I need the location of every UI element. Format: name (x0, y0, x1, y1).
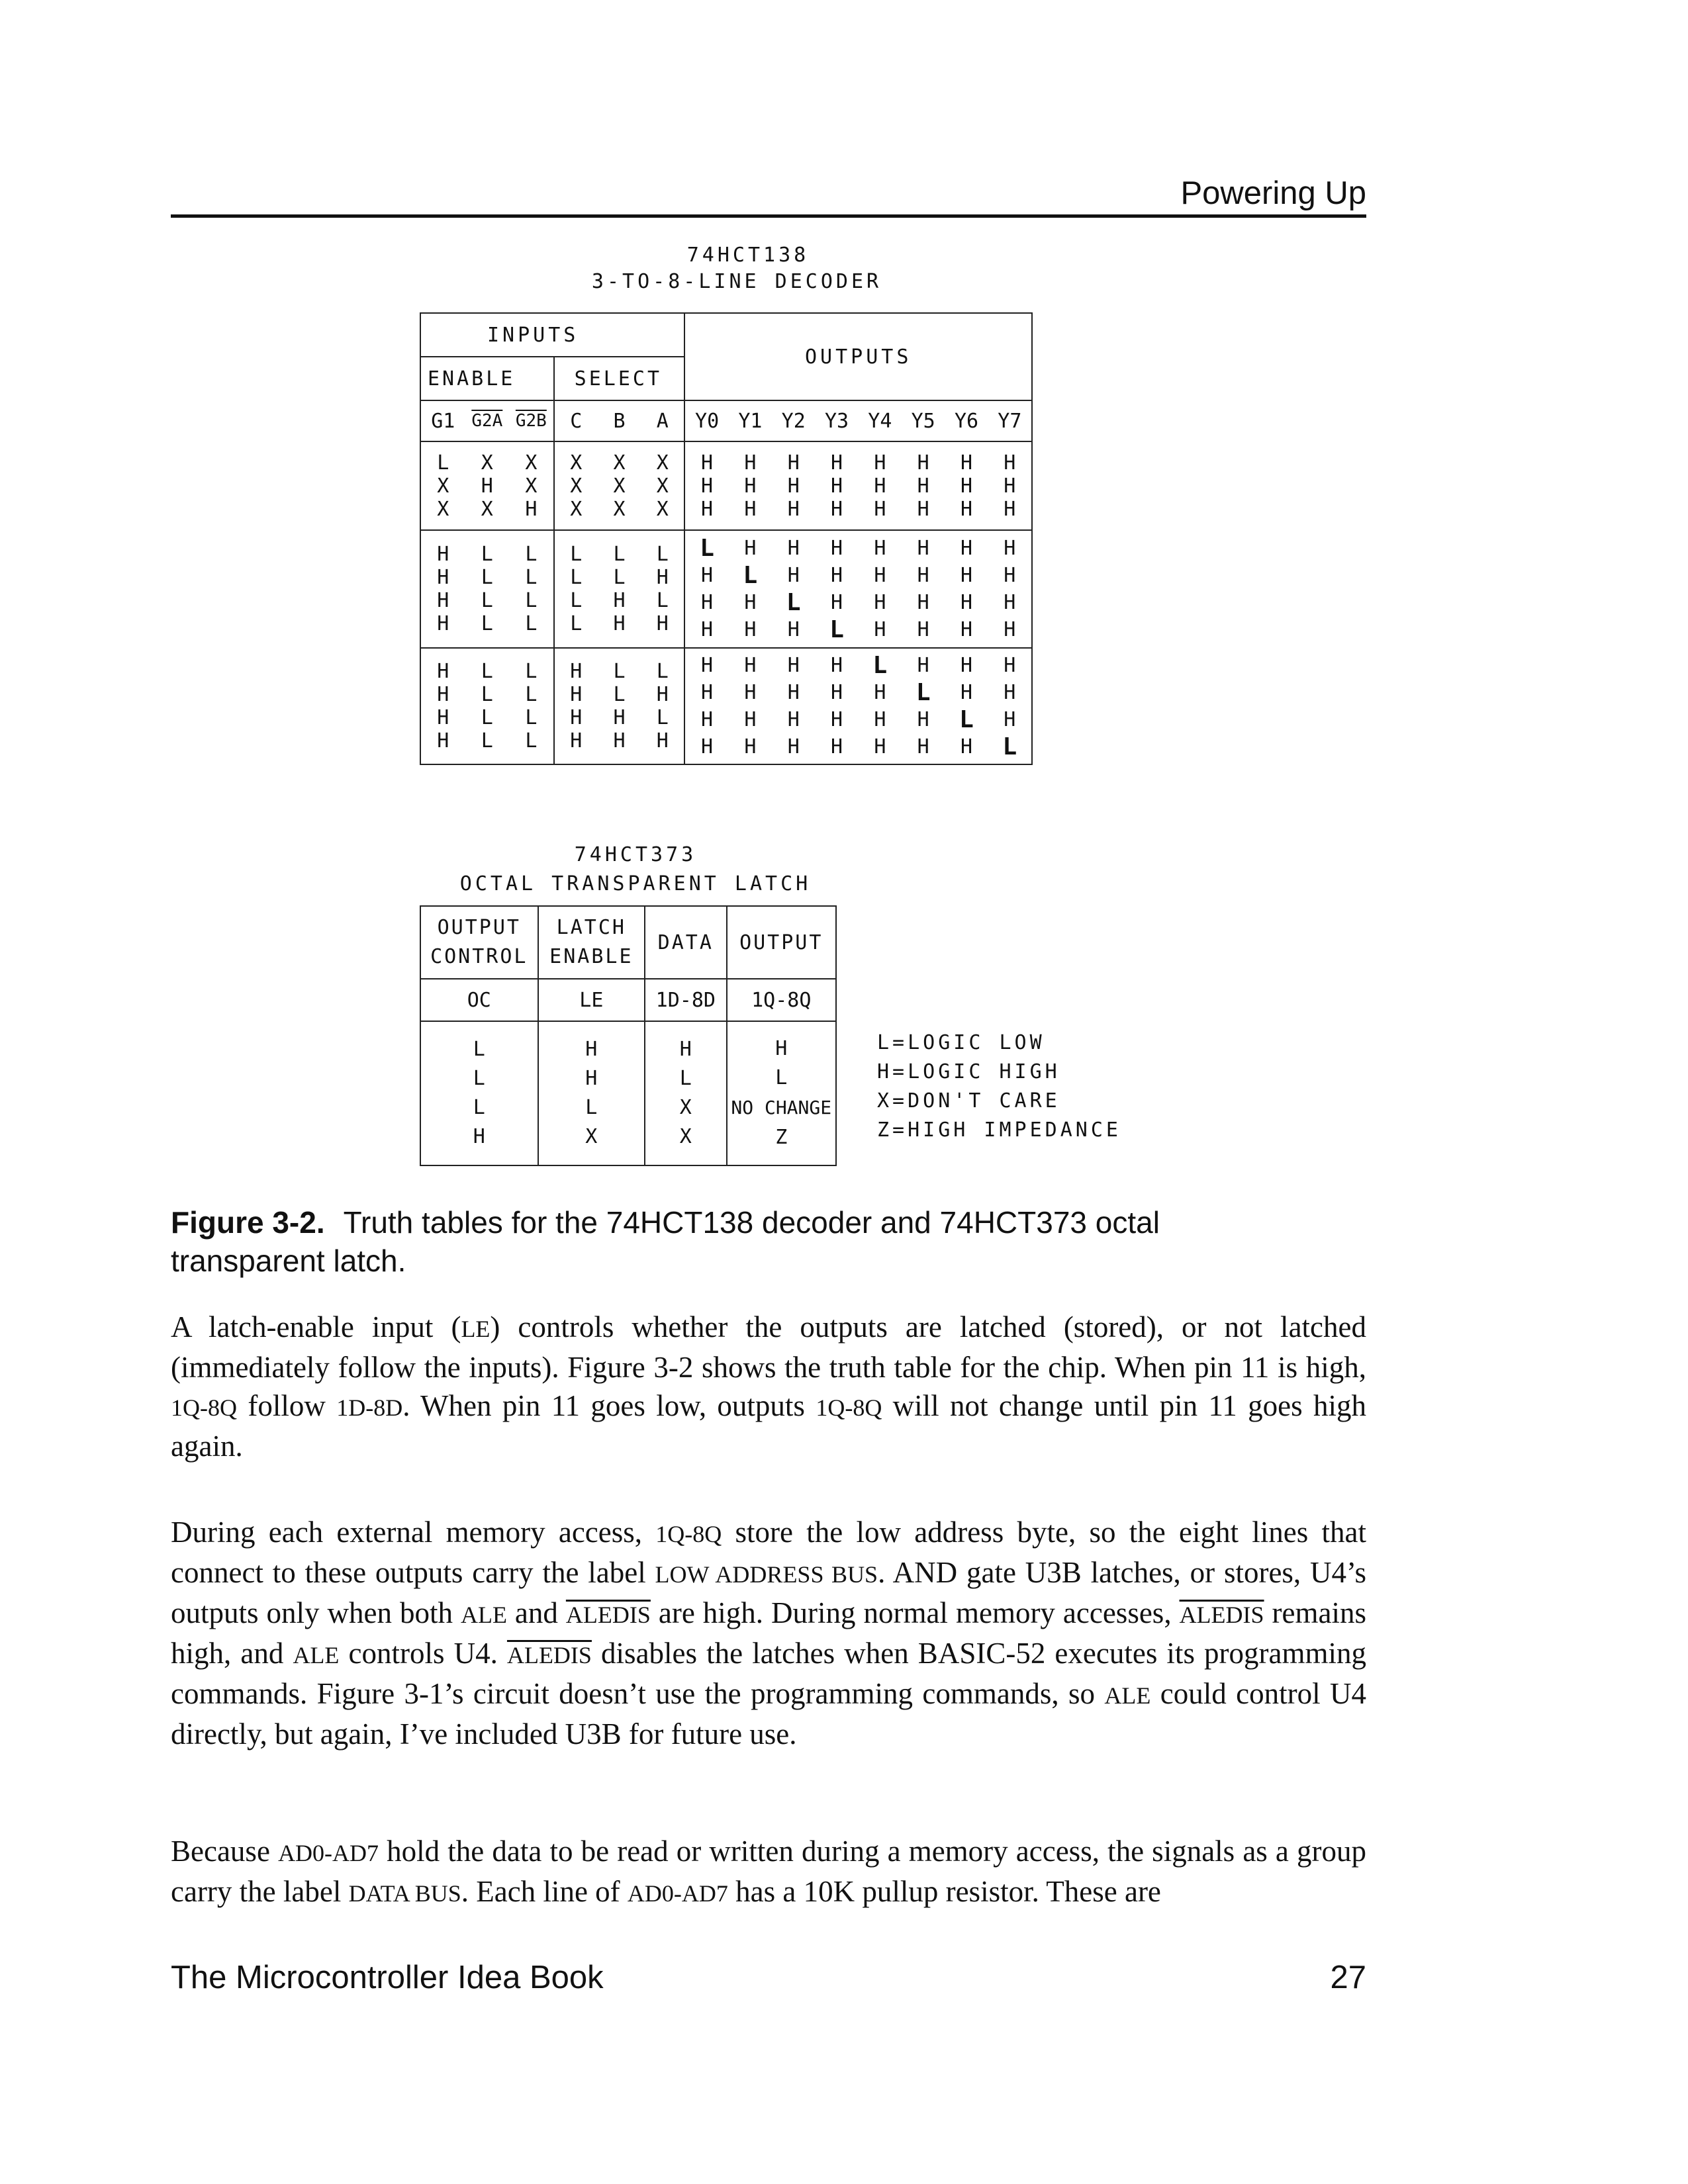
decoder-select-cell: L (570, 543, 583, 566)
decoder-enable-cell: H (481, 474, 493, 498)
latch-cell: H (679, 1038, 692, 1061)
decoder-select-cell: L (656, 660, 669, 683)
decoder-select-cell: X (613, 474, 626, 498)
decoder-output-block-1 (685, 451, 1031, 521)
decoder-select-cell: L (570, 566, 583, 589)
decoder-select-cell: H (570, 706, 583, 729)
decoder-output-cell: H (831, 735, 843, 758)
decoder-output-cell: L (743, 562, 758, 589)
decoder-select-cell: L (613, 543, 626, 566)
decoder-output-cell: H (744, 497, 757, 521)
col-g2b: G2B (515, 411, 547, 431)
select-header: SELECT (554, 357, 685, 400)
header-data: DATA (645, 906, 726, 979)
decoder-output-cell: H (874, 735, 886, 758)
col-y1: Y1 (738, 409, 763, 433)
decoder-enable-cell: L (525, 683, 538, 706)
decoder-enable-cell: H (437, 706, 449, 729)
decoder-output-cell: H (917, 564, 929, 587)
inputs-header: INPUTS (420, 313, 684, 357)
decoder-output-cell: H (960, 618, 973, 641)
decoder-select-cell: L (613, 660, 626, 683)
decoder-select-cell: H (656, 729, 669, 752)
decoder-output-block-2 (685, 535, 1031, 643)
decoder-output-cell: H (1004, 497, 1016, 521)
decoder-output-cell: H (960, 654, 973, 677)
decoder-output-cell: H (787, 451, 800, 475)
decoder-output-cell: H (744, 537, 757, 560)
decoder-output-cell: H (917, 708, 929, 731)
decoder-select-cell: L (613, 566, 626, 589)
decoder-enable-cell: X (525, 474, 538, 498)
latch-cell: Z (775, 1126, 788, 1149)
col-y6: Y6 (954, 409, 979, 433)
decoder-output-cell: H (744, 654, 757, 677)
decoder-enable-cell: X (481, 451, 493, 475)
decoder-output-cell: H (787, 654, 800, 677)
legend-high-impedance: Z=HIGH IMPEDANCE (877, 1118, 1121, 1142)
decoder-output-cell: H (960, 591, 973, 614)
decoder-output-cell: H (787, 735, 800, 758)
decoder-output-cell: L (872, 652, 888, 679)
decoder-output-block-3 (685, 652, 1031, 760)
decoder-output-cell: L (786, 589, 801, 616)
decoder-output-cell: H (787, 708, 800, 731)
latch-cell: L (473, 1096, 485, 1119)
decoder-output-cell: H (917, 654, 929, 677)
decoder-output-cell: H (831, 451, 843, 475)
decoder-output-cell: H (831, 537, 843, 560)
decoder-output-cell: H (960, 474, 973, 498)
latch-oc-values (421, 1035, 538, 1152)
decoder-enable-cell: H (437, 589, 449, 612)
decoder-output-cell: L (959, 706, 974, 733)
decoder-select-cell: H (570, 660, 583, 683)
decoder-output-cell: H (874, 564, 886, 587)
decoder-output-cell: L (700, 535, 714, 562)
decoder-enable-cell: L (481, 589, 493, 612)
decoder-enable-cell: H (437, 612, 449, 635)
decoder-enable-cell: X (481, 497, 493, 521)
decoder-enable-cell: L (525, 612, 538, 635)
latch-cell: H (585, 1038, 598, 1061)
decoder-output-cell: H (787, 497, 800, 521)
latch-cell: L (679, 1067, 692, 1090)
running-header (171, 173, 1366, 218)
decoder-enable-cell: L (525, 566, 538, 589)
decoder-output-cell: H (787, 564, 800, 587)
decoder-output-cell: H (831, 681, 843, 704)
decoder-select-cell: H (613, 729, 626, 752)
decoder-enable-block-1 (421, 451, 553, 521)
col-b: B (613, 409, 626, 433)
decoder-output-cell: H (744, 735, 757, 758)
select-column-labels (555, 410, 684, 433)
decoder-enable-cell: H (437, 566, 449, 589)
latch-cell: L (473, 1038, 485, 1061)
decoder-output-cell: H (1004, 591, 1016, 614)
caption-text: Truth tables for the 74HCT138 decoder and 74HCT373 octal transparent latch. (171, 1205, 1160, 1278)
header-output: OUTPUT (727, 906, 836, 979)
col-y0: Y0 (695, 409, 720, 433)
decoder-enable-cell: L (525, 729, 538, 752)
decoder-output-cell: H (831, 591, 843, 614)
legend-logic-high: H=LOGIC HIGH (877, 1060, 1060, 1083)
decoder-output-cell: H (917, 618, 929, 641)
decoder-output-cell: H (1004, 708, 1016, 731)
decoder-output-cell: H (960, 564, 973, 587)
decoder-enable-cell: L (525, 706, 538, 729)
decoder-select-cell: L (656, 543, 669, 566)
decoder-select-cell: L (613, 683, 626, 706)
decoder-output-cell: H (744, 591, 757, 614)
decoder-output-cell: H (1004, 681, 1016, 704)
decoder-output-cell: H (787, 681, 800, 704)
decoder-enable-cell: H (437, 543, 449, 566)
symbol-d: 1D-8D (645, 979, 726, 1021)
decoder-output-cell: H (960, 735, 973, 758)
decoder-output-cell: H (787, 618, 800, 641)
decoder-output-cell: H (917, 497, 929, 521)
decoder-select-cell: H (613, 612, 626, 635)
decoder-select-cell: H (570, 729, 583, 752)
outputs-header: OUTPUTS (684, 313, 1032, 400)
decoder-enable-cell: L (481, 543, 493, 566)
decoder-output-cell: H (831, 564, 843, 587)
col-y5: Y5 (911, 409, 935, 433)
decoder-select-cell: X (570, 497, 583, 521)
col-y3: Y3 (824, 409, 849, 433)
decoder-output-cell: H (701, 474, 714, 498)
decoder-subtitle: 3-TO-8-LINE DECODER (591, 270, 882, 293)
section-title: Powering Up (1180, 175, 1366, 211)
header-output-control: OUTPUT CONTROL (420, 906, 538, 979)
enable-column-labels (421, 410, 553, 433)
decoder-output-cell: H (701, 654, 714, 677)
col-y4: Y4 (868, 409, 892, 433)
col-y7: Y7 (998, 409, 1022, 433)
decoder-select-block-1 (555, 451, 684, 521)
decoder-output-cell: H (1004, 654, 1016, 677)
decoder-output-cell: H (874, 497, 886, 521)
decoder-select-cell: L (656, 706, 669, 729)
caption-label: Figure 3-2. (171, 1205, 325, 1240)
legend-logic-low: L=LOGIC LOW (877, 1031, 1045, 1054)
latch-cell: L (775, 1066, 788, 1089)
paragraph-latch-enable: A latch-enable input (LE) controls whether the outputs are latched (stored), or not latched (immediately follow the inputs). Figure 3-2 shows the truth table for the chip. When pin 11 is high, 1Q-8Q follow 1D-8D. When pin 11 goes low, outputs 1Q-8Q will not change until pin 11 goes high again. (171, 1310, 1367, 1463)
decoder-output-cell: H (701, 591, 714, 614)
latch-cell: H (775, 1037, 788, 1060)
decoder-output-cell: L (915, 679, 931, 706)
decoder-select-cell: X (570, 474, 583, 498)
decoder-output-cell: H (917, 451, 929, 475)
decoder-enable-cell: L (525, 589, 538, 612)
decoder-part-number: 74HCT138 (686, 244, 810, 267)
symbol-q: 1Q-8Q (727, 979, 836, 1021)
decoder-output-cell: H (1004, 564, 1016, 587)
decoder-output-cell: H (874, 537, 886, 560)
decoder-select-cell: X (656, 474, 669, 498)
decoder-output-cell: H (917, 591, 929, 614)
latch-cell: H (585, 1067, 598, 1090)
latch-cell: L (585, 1096, 598, 1119)
symbol-oc: OC (420, 979, 538, 1021)
decoder-output-cell: H (874, 618, 886, 641)
page-number: 27 (1330, 1960, 1366, 1995)
decoder-output-cell: H (744, 681, 757, 704)
decoder-select-block-2 (555, 543, 684, 635)
latch-cell: H (473, 1125, 485, 1148)
legend-dont-care: X=DON'T CARE (877, 1089, 1060, 1113)
decoder-select-cell: L (656, 589, 669, 612)
decoder-enable-cell: L (525, 660, 538, 683)
decoder-enable-cell: H (525, 497, 538, 521)
decoder-select-cell: L (570, 612, 583, 635)
paragraph-low-address-bus: During each external memory access, 1Q-8Q store the low address byte, so the eight lines that connect to these outputs carry the label LOW ADDRESS BUS. AND gate U3B latches, or stores, U4’s outputs only when both ALE and ALEDIS are high. During normal memory accesses, ALEDIS remains high, and ALE controls U4. ALEDIS disables the latches when BASIC-52 executes its programming commands. Figure 3-1’s circuit doesn’t use the programming commands, so ALE could control U4 directly, but again, I’ve included U3B for future use. (171, 1516, 1367, 1751)
header-latch-enable: LATCH ENABLE (538, 906, 645, 979)
decoder-output-cell: H (701, 681, 714, 704)
decoder-output-cell: H (831, 708, 843, 731)
decoder-enable-cell: L (525, 543, 538, 566)
decoder-output-cell: H (960, 681, 973, 704)
decoder-select-cell: H (656, 612, 669, 635)
col-g2a: G2A (471, 411, 503, 431)
decoder-output-cell: H (701, 451, 714, 475)
decoder-output-cell: H (1004, 474, 1016, 498)
decoder-output-cell: H (917, 474, 929, 498)
decoder-select-cell: H (613, 589, 626, 612)
decoder-output-cell: H (1004, 618, 1016, 641)
decoder-output-cell: H (744, 474, 757, 498)
decoder-enable-cell: L (481, 706, 493, 729)
enable-header: ENABLE (420, 357, 554, 400)
decoder-select-cell: H (656, 683, 669, 706)
decoder-enable-block-2 (421, 543, 553, 635)
latch-cell: X (679, 1125, 692, 1148)
decoder-output-cell: H (917, 537, 929, 560)
latch-output-values (727, 1034, 835, 1152)
decoder-enable-cell: L (437, 451, 449, 475)
latch-le-values (539, 1035, 645, 1152)
decoder-enable-cell: L (481, 683, 493, 706)
decoder-output-cell: H (831, 654, 843, 677)
decoder-select-cell: H (656, 566, 669, 589)
decoder-select-cell: X (656, 451, 669, 475)
decoder-select-cell: H (613, 706, 626, 729)
latch-cell: X (585, 1125, 598, 1148)
book-title: The Microcontroller Idea Book (171, 1960, 604, 1995)
latch-cell: L (473, 1067, 485, 1090)
decoder-output-cell: L (1002, 733, 1017, 760)
decoder-output-cell: H (701, 497, 714, 521)
decoder-output-cell: H (1004, 537, 1016, 560)
decoder-output-cell: H (831, 474, 843, 498)
decoder-enable-cell: L (481, 729, 493, 752)
decoder-select-block-3 (555, 660, 684, 752)
latch-cell: X (679, 1096, 692, 1119)
decoder-enable-cell: X (437, 497, 449, 521)
page-footer (171, 1959, 1366, 1996)
symbol-le: LE (538, 979, 645, 1021)
decoder-output-cell: H (874, 708, 886, 731)
decoder-output-cell: H (787, 474, 800, 498)
decoder-enable-cell: L (481, 660, 493, 683)
decoder-enable-cell: L (481, 566, 493, 589)
decoder-output-cell: H (874, 451, 886, 475)
decoder-select-cell: X (613, 497, 626, 521)
decoder-output-cell: H (917, 735, 929, 758)
decoder-output-cell: H (701, 618, 714, 641)
decoder-enable-cell: H (437, 660, 449, 683)
decoder-select-cell: X (613, 451, 626, 475)
latch-subtitle: OCTAL TRANSPARENT LATCH (459, 872, 812, 895)
decoder-select-cell: L (570, 589, 583, 612)
decoder-select-cell: H (570, 683, 583, 706)
col-c: C (570, 409, 583, 433)
figure-caption (171, 1203, 1309, 1280)
decoder-enable-block-3 (421, 660, 553, 752)
decoder-output-cell: H (744, 451, 757, 475)
decoder-output-cell: H (744, 708, 757, 731)
decoder-output-cell: L (829, 616, 844, 643)
decoder-truth-table (420, 312, 1033, 765)
paragraph-data-bus: Because AD0-AD7 hold the data to be read or written during a memory access, the signals as a group carry the label DATA BUS. Each line of AD0-AD7 has a 10K pullup resistor. These are (171, 1835, 1367, 1908)
decoder-output-cell: H (701, 708, 714, 731)
decoder-enable-cell: L (481, 612, 493, 635)
legend (877, 1028, 1121, 1145)
col-g1: G1 (431, 409, 455, 433)
latch-data-values (645, 1035, 726, 1152)
decoder-enable-cell: X (525, 451, 538, 475)
latch-cell: NO CHANGE (731, 1097, 832, 1118)
decoder-output-cell: H (874, 681, 886, 704)
decoder-output-cell: H (744, 618, 757, 641)
decoder-output-cell: H (960, 537, 973, 560)
decoder-output-cell: H (1004, 451, 1016, 475)
decoder-output-cell: H (874, 474, 886, 498)
output-column-labels (685, 410, 1031, 433)
decoder-output-cell: H (701, 735, 714, 758)
decoder-output-cell: H (874, 591, 886, 614)
decoder-output-cell: H (960, 497, 973, 521)
decoder-enable-cell: H (437, 683, 449, 706)
decoder-output-cell: H (960, 451, 973, 475)
col-a: A (656, 409, 669, 433)
decoder-select-cell: X (656, 497, 669, 521)
latch-truth-table (420, 905, 837, 1166)
decoder-output-cell: H (787, 537, 800, 560)
col-y2: Y2 (781, 409, 806, 433)
decoder-enable-cell: X (437, 474, 449, 498)
decoder-output-cell: H (701, 564, 714, 587)
latch-part-number: 74HCT373 (574, 843, 697, 866)
decoder-output-cell: H (831, 497, 843, 521)
decoder-select-cell: X (570, 451, 583, 475)
decoder-enable-cell: H (437, 729, 449, 752)
